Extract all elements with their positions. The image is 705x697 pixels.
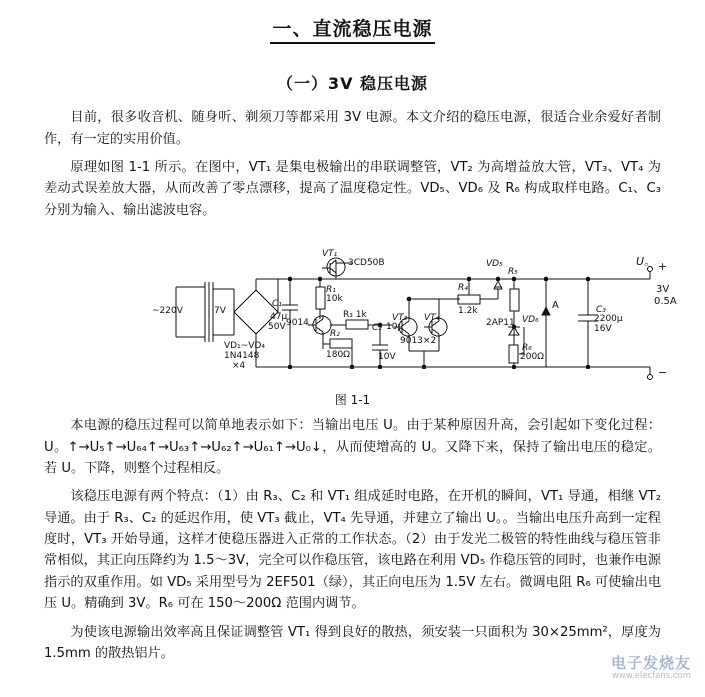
label-uo: U。 xyxy=(636,255,656,269)
label-2ap11: 2AP11 xyxy=(486,318,515,329)
watermark-brand: 电子发烧友 xyxy=(610,654,691,673)
label-c1-voltage: 50V xyxy=(268,322,286,333)
label-vd1-vd4: VD₁~VD₄ xyxy=(224,341,265,352)
label-vt1: VT₁ xyxy=(322,249,338,260)
intro-paragraphs xyxy=(44,107,661,221)
label-r2-value: 180Ω xyxy=(326,350,351,361)
label-r1: R₁ xyxy=(326,285,336,296)
label-c3-value: 2200μ xyxy=(594,314,623,325)
label-c1-value: 47μ xyxy=(270,312,288,323)
label-9013: 9013×2 xyxy=(400,336,437,347)
document-page xyxy=(0,14,705,697)
page-title xyxy=(0,14,705,41)
label-vd6: VD₆ xyxy=(522,315,539,326)
label-r2: R₂ xyxy=(330,329,340,340)
label-3v: 3V xyxy=(656,284,670,296)
paragraph-1: 目前，很多收音机、随身听、剃须刀等都采用 3V 电源。本文介绍的稳压电源，很适合业余爱好者制作，有一定的实用价值。 xyxy=(44,110,661,147)
paragraph-5: 为使该电源输出效率高且保证调整管 VT₁ 得到良好的散热，须安装一只面积为 30×25mm²，厚度为 1.5mm 的散热铝片。 xyxy=(44,624,661,661)
label-3cd50b: 3CD50B xyxy=(348,258,385,269)
label-minus: − xyxy=(658,366,668,380)
label-9014: 9014 xyxy=(286,318,309,329)
label-c2-voltage: 10V xyxy=(378,352,396,363)
paragraph-4: 该稳压电源有两个特点：（1）由 R₃、C₂ 和 VT₁ 组成延时电路，在开机的瞬间，VT₁ 导通，相继 VT₂ 导通。由于 R₃、C₂ 的延迟作用，使 VT₃ 截止，VT₄ 先导通，并建立了输出 U。。当输出电压升高到一定程度时，VT₃ 开始导通，这样才使稳压器进入正常的工作状态。（2）由于发光二极管的特性曲线与稳压管非常相似，其正向压降约为 1.5～3V，完全可以作稳压管，该电路在利用 VD₅ 作稳压管的同时，也兼作电源指示的双重作用。如 VD₅ 采用型号为 2EF501（绿），其正向电压为 1.5V 左右。微调电阻 R₆ 可使输出电压 U。精确到 3V。R₆ 可在 150～200Ω 范围内调节。 xyxy=(44,489,662,612)
label-vt4: VT₄ xyxy=(424,313,440,324)
label-r1-value: 10k xyxy=(326,294,343,305)
label-vt3: VT₃ xyxy=(392,313,408,324)
label-plus: + xyxy=(658,260,668,274)
section-subtitle: （一）3V 稳压电源 xyxy=(276,74,429,93)
label-c3-voltage: 16V xyxy=(594,324,612,335)
label-c1: C₁ xyxy=(272,299,282,310)
label-r6-value: 200Ω xyxy=(520,352,545,363)
label-mains: ~220V xyxy=(152,306,183,317)
label-c2: C₂ xyxy=(372,323,382,334)
page-title-text: 一、直流稳压电源 xyxy=(270,18,434,44)
circuit-figure xyxy=(0,227,705,389)
label-05a: 0.5A xyxy=(654,296,677,308)
label-r4: R₄ xyxy=(458,283,468,294)
label-r6: R₆ xyxy=(522,343,532,354)
label-c2-value: 10μ xyxy=(386,322,404,333)
label-x4: ×4 xyxy=(232,361,246,372)
label-r3: R₃ 1k xyxy=(343,310,367,321)
paragraph-3: 本电源的稳压过程可以简单地表示如下：当输出电压 U。由于某种原因升高，会引起如下变化过程：U。↑→U₅↑→U₆₄↑→U₆₃↑→U₆₂↑→U₆₁↑→U₀↓，从而使增高的 U。又降下来，保持了输出电压的稳定。若 U。下降，则整个过程相反。 xyxy=(44,418,661,476)
label-1n4148: 1N4148 xyxy=(224,351,260,362)
label-r4-value: 1.2k xyxy=(458,306,478,317)
watermark xyxy=(611,655,691,681)
paragraph-2: 原理如图 1-1 所示。在图中，VT₁ 是集电极输出的串联调整管，VT₂ 为高增益放大管，VT₃、VT₄ 为差动式误差放大器，从而改善了零点漂移，提高了温度稳定性。VD₅、VD₆ 及 R₆ 构成取样电路。C₁、C₃ 分别为输入、输出滤波电容。 xyxy=(44,160,661,218)
figure-caption: 图 1-1 xyxy=(334,393,371,408)
label-r5: R₅ xyxy=(508,267,518,278)
label-c3: C₃ xyxy=(596,305,606,316)
watermark-url: www.elecfans.com xyxy=(611,670,691,681)
label-7v: 7V xyxy=(214,306,226,317)
body-paragraphs xyxy=(44,415,661,664)
label-vd5: VD₅ xyxy=(486,259,503,270)
label-point-a: A xyxy=(552,300,559,312)
